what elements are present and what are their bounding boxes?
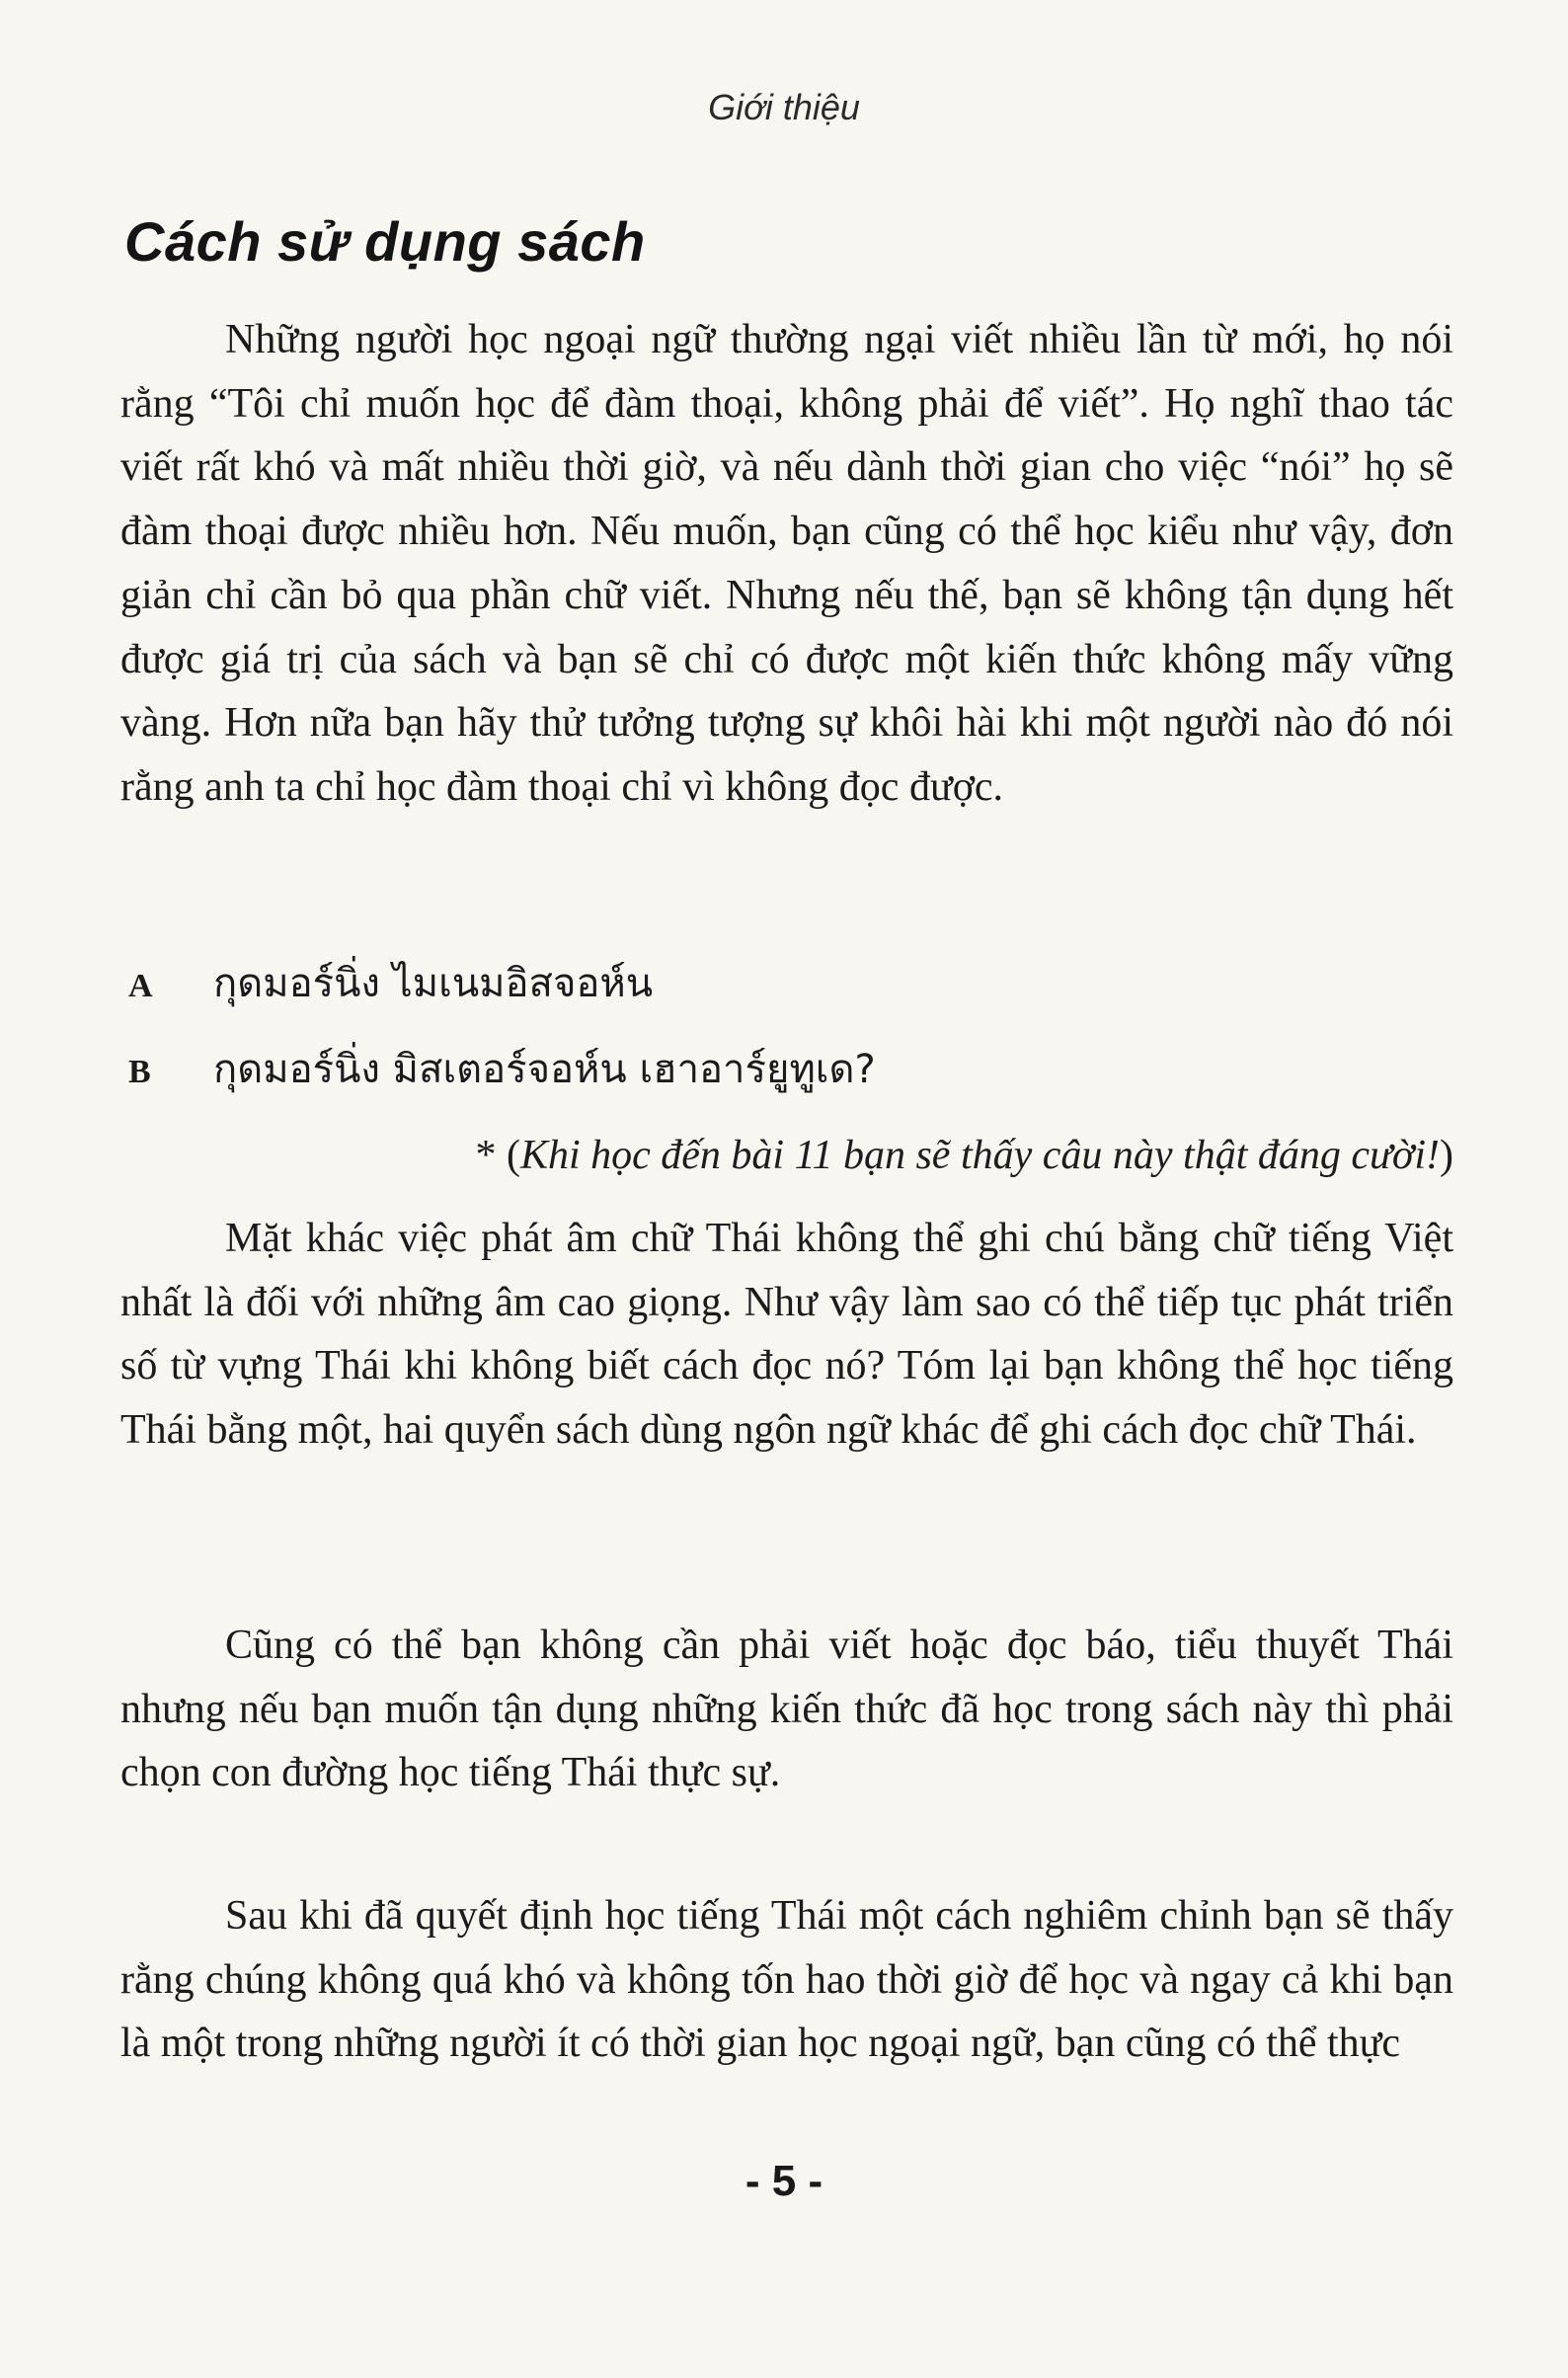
- section-title: Cách sử dụng sách: [124, 210, 646, 273]
- dialogue-line-a: [120, 954, 653, 1016]
- running-header: Giới thiệu: [708, 87, 860, 127]
- body-text-block-3: [120, 1614, 1453, 1805]
- footnote-remark: [120, 1124, 1453, 1187]
- dialogue-line-b: [120, 1040, 876, 1102]
- paragraph-3: Cũng có thể bạn không cần phải viết hoặc đọc báo, tiểu thuyết Thái nhưng nếu bạn muốn tận dụng những kiến thức đã học trong sách này thì phải chọn con đường học tiếng Thái thực sự.: [120, 1623, 1453, 1796]
- note-prefix: * (: [475, 1133, 520, 1178]
- note-text: Khi học đến bài 11 bạn sẽ thấy câu này thật đáng cười!: [519, 1133, 1440, 1178]
- speaker-a-text: กุดมอร์นิ่ง ไมเนมอิสจอห์น: [213, 961, 654, 1006]
- body-text-block-4: [120, 1884, 1453, 2076]
- paragraph-4: Sau khi đã quyết định học tiếng Thái một cách nghiêm chỉnh bạn sẽ thấy rằng chúng không quá khó và không tốn hao thời giờ để học và ngay cả khi bạn là một trong những người ít có thời gian học ngoại ngữ, bạn cũng có thể thực: [120, 1893, 1453, 2067]
- body-text-block-2: [120, 1207, 1453, 1463]
- speaker-a-label: A: [128, 968, 153, 1004]
- paragraph-1: Những người học ngoại ngữ thường ngại viết nhiều lần từ mới, họ nói rằng “Tôi chỉ muốn học để đàm thoại, không phải để viết”. Họ nghĩ thao tác viết rất khó và mất nhiều thời giờ, và nếu dành thời gian cho việc “nói” họ sẽ đàm thoại được nhiều hơn. Nếu muốn, bạn cũng có thể học kiểu như vậy, đơn giản chỉ cần bỏ qua phần chữ viết. Nhưng nếu thế, bạn sẽ không tận dụng hết được giá trị của sách và bạn sẽ chỉ có được một kiến thức không mấy vững vàng. Hơn nữa bạn hãy thử tưởng tượng sự khôi hài khi một người nào đó nói rằng anh ta chỉ học đàm thoại chỉ vì không đọc được.: [120, 317, 1453, 810]
- note-suffix: ): [1440, 1133, 1453, 1178]
- body-text-block-1: [120, 308, 1453, 820]
- page-number: - 5 -: [745, 2157, 823, 2205]
- speaker-b-label: B: [128, 1054, 151, 1090]
- paragraph-2: Mặt khác việc phát âm chữ Thái không thể ghi chú bằng chữ tiếng Việt nhất là đối với những âm cao giọng. Như vậy làm sao có thể tiếp tục phát triển số từ vựng Thái khi không biết cách đọc nó? Tóm lại bạn không thể học tiếng Thái bằng một, hai quyển sách dùng ngôn ngữ khác để ghi cách đọc chữ Thái.: [120, 1216, 1453, 1454]
- speaker-b-text: กุดมอร์นิ่ง มิสเตอร์จอห์น เฮาอาร์ยูทูเด?: [213, 1047, 876, 1092]
